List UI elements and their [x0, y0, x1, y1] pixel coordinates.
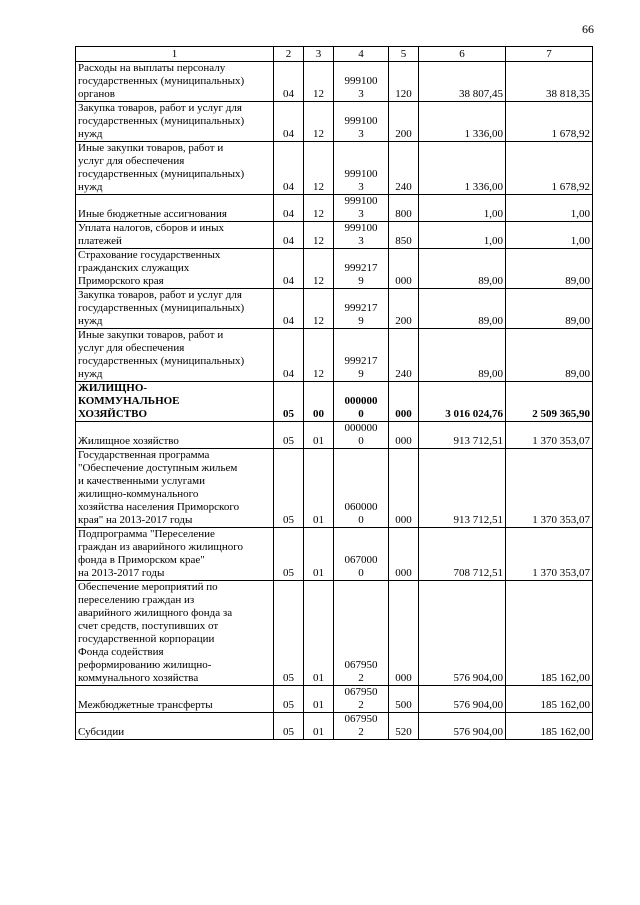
row-name: Уплата налогов, сборов и иных платежей	[76, 222, 274, 249]
row-amount-2: 1 370 353,07	[506, 528, 593, 581]
row-expense-type: 240	[389, 142, 419, 195]
header-col-1: 1	[76, 47, 274, 62]
header-col-3: 3	[304, 47, 334, 62]
table-row	[76, 222, 593, 249]
table-row	[76, 142, 593, 195]
row-name: Иные закупки товаров, работ и услуг для обеспечения государственных (муниципальных) нужд	[76, 142, 274, 195]
row-section: 04	[274, 62, 304, 102]
table-row	[76, 528, 593, 581]
row-subsection: 12	[304, 249, 334, 289]
header-col-5: 5	[389, 47, 419, 62]
row-expense-type: 120	[389, 62, 419, 102]
row-target-article: 999100 3	[334, 102, 389, 142]
row-name: Закупка товаров, работ и услуг для государственных (муниципальных) нужд	[76, 289, 274, 329]
row-amount-1: 576 904,00	[419, 581, 506, 686]
row-target-article: 999100 3	[334, 222, 389, 249]
row-amount-2: 1 678,92	[506, 142, 593, 195]
row-name: Обеспечение мероприятий по переселению граждан из аварийного жилищного фонда за счет средств, поступивших от государственной корпорации Фонда содействия реформированию жилищно- коммунального хозяйства	[76, 581, 274, 686]
row-subsection: 01	[304, 686, 334, 713]
row-name: Межбюджетные трансферты	[76, 686, 274, 713]
header-row	[76, 47, 593, 62]
row-name: Государственная программа "Обеспечение доступным жильем и качественными услугами жилищно-коммунального хозяйства населения Приморского края" на 2013-2017 годы	[76, 449, 274, 528]
row-name: Страхование государственных гражданских служащих Приморского края	[76, 249, 274, 289]
row-subsection: 12	[304, 195, 334, 222]
row-amount-2: 185 162,00	[506, 713, 593, 740]
row-subsection: 01	[304, 528, 334, 581]
row-amount-2: 185 162,00	[506, 686, 593, 713]
row-section: 05	[274, 713, 304, 740]
table-row	[76, 449, 593, 528]
header-col-6: 6	[419, 47, 506, 62]
row-name: ЖИЛИЩНО- КОММУНАЛЬНОЕ ХОЗЯЙСТВО	[76, 382, 274, 422]
row-amount-1: 38 807,45	[419, 62, 506, 102]
row-subsection: 01	[304, 422, 334, 449]
row-amount-1: 913 712,51	[419, 422, 506, 449]
row-subsection: 12	[304, 62, 334, 102]
row-name: Иные бюджетные ассигнования	[76, 195, 274, 222]
row-expense-type: 200	[389, 102, 419, 142]
row-amount-1: 89,00	[419, 249, 506, 289]
row-expense-type: 000	[389, 422, 419, 449]
row-amount-1: 1 336,00	[419, 102, 506, 142]
row-subsection: 12	[304, 222, 334, 249]
row-section: 05	[274, 449, 304, 528]
row-section: 04	[274, 289, 304, 329]
row-amount-2: 1,00	[506, 195, 593, 222]
row-target-article: 999100 3	[334, 195, 389, 222]
row-section: 05	[274, 422, 304, 449]
row-subsection: 12	[304, 329, 334, 382]
row-name: Расходы на выплаты персоналу государственных (муниципальных) органов	[76, 62, 274, 102]
row-target-article: 067950 2	[334, 581, 389, 686]
table-row	[76, 382, 593, 422]
row-section: 04	[274, 329, 304, 382]
row-name: Подпрограмма "Переселение граждан из аварийного жилищного фонда в Приморском крае" на 2013-2017 годы	[76, 528, 274, 581]
table-row	[76, 102, 593, 142]
row-target-article: 999217 9	[334, 289, 389, 329]
table-row	[76, 329, 593, 382]
row-amount-2: 38 818,35	[506, 62, 593, 102]
row-target-article: 999100 3	[334, 62, 389, 102]
table-row	[76, 249, 593, 289]
budget-table	[75, 46, 593, 740]
row-name: Субсидии	[76, 713, 274, 740]
row-target-article: 999100 3	[334, 142, 389, 195]
row-subsection: 01	[304, 449, 334, 528]
row-amount-1: 913 712,51	[419, 449, 506, 528]
row-target-article: 067950 2	[334, 686, 389, 713]
header-col-7: 7	[506, 47, 593, 62]
row-expense-type: 000	[389, 249, 419, 289]
page-number: 66	[582, 22, 594, 36]
row-expense-type: 000	[389, 382, 419, 422]
row-section: 05	[274, 686, 304, 713]
row-section: 04	[274, 102, 304, 142]
row-amount-1: 1,00	[419, 222, 506, 249]
row-subsection: 01	[304, 713, 334, 740]
row-amount-1: 3 016 024,76	[419, 382, 506, 422]
row-expense-type: 800	[389, 195, 419, 222]
row-section: 04	[274, 142, 304, 195]
row-expense-type: 000	[389, 449, 419, 528]
row-amount-1: 576 904,00	[419, 713, 506, 740]
row-amount-1: 1 336,00	[419, 142, 506, 195]
row-target-article: 000000 0	[334, 422, 389, 449]
row-amount-2: 89,00	[506, 249, 593, 289]
row-amount-1: 89,00	[419, 289, 506, 329]
row-amount-2: 2 509 365,90	[506, 382, 593, 422]
table-row	[76, 289, 593, 329]
row-amount-2: 1,00	[506, 222, 593, 249]
table-row	[76, 686, 593, 713]
header-col-2: 2	[274, 47, 304, 62]
row-subsection: 12	[304, 102, 334, 142]
row-section: 05	[274, 581, 304, 686]
row-expense-type: 000	[389, 528, 419, 581]
row-section: 04	[274, 249, 304, 289]
row-amount-2: 1 370 353,07	[506, 449, 593, 528]
row-amount-1: 89,00	[419, 329, 506, 382]
row-amount-2: 89,00	[506, 329, 593, 382]
table-row	[76, 195, 593, 222]
row-name: Жилищное хозяйство	[76, 422, 274, 449]
row-amount-1: 708 712,51	[419, 528, 506, 581]
row-section: 05	[274, 528, 304, 581]
row-subsection: 12	[304, 142, 334, 195]
row-target-article: 999217 9	[334, 249, 389, 289]
table-row	[76, 62, 593, 102]
row-amount-1: 1,00	[419, 195, 506, 222]
row-amount-2: 185 162,00	[506, 581, 593, 686]
table-row	[76, 713, 593, 740]
row-target-article: 999217 9	[334, 329, 389, 382]
table-row	[76, 581, 593, 686]
row-name: Закупка товаров, работ и услуг для государственных (муниципальных) нужд	[76, 102, 274, 142]
row-expense-type: 520	[389, 713, 419, 740]
header-col-4: 4	[334, 47, 389, 62]
row-subsection: 12	[304, 289, 334, 329]
row-expense-type: 200	[389, 289, 419, 329]
row-expense-type: 500	[389, 686, 419, 713]
row-amount-1: 576 904,00	[419, 686, 506, 713]
row-section: 05	[274, 382, 304, 422]
row-amount-2: 1 370 353,07	[506, 422, 593, 449]
row-expense-type: 000	[389, 581, 419, 686]
row-amount-2: 1 678,92	[506, 102, 593, 142]
row-expense-type: 240	[389, 329, 419, 382]
row-section: 04	[274, 195, 304, 222]
row-amount-2: 89,00	[506, 289, 593, 329]
row-target-article: 067000 0	[334, 528, 389, 581]
row-subsection: 01	[304, 581, 334, 686]
row-target-article: 060000 0	[334, 449, 389, 528]
row-target-article: 067950 2	[334, 713, 389, 740]
row-name: Иные закупки товаров, работ и услуг для обеспечения государственных (муниципальных) нужд	[76, 329, 274, 382]
row-subsection: 00	[304, 382, 334, 422]
table-row	[76, 422, 593, 449]
row-target-article: 000000 0	[334, 382, 389, 422]
row-section: 04	[274, 222, 304, 249]
row-expense-type: 850	[389, 222, 419, 249]
